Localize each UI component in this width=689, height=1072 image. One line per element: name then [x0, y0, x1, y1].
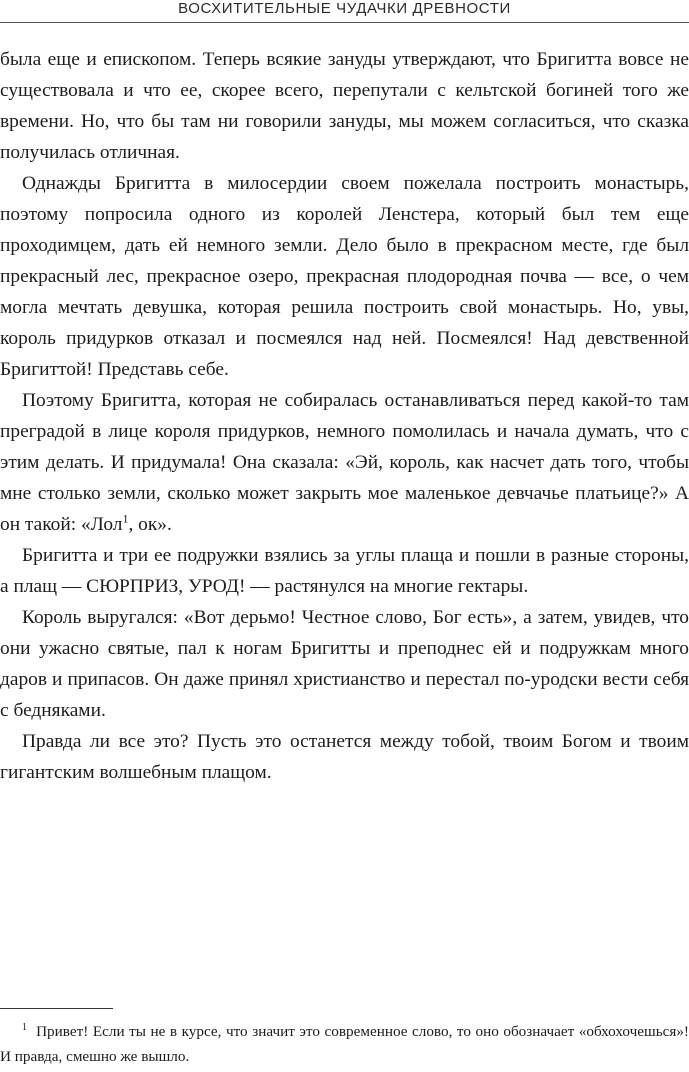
paragraph-text-after-ref: , ок». [128, 514, 172, 535]
body-text [0, 44, 689, 788]
paragraph-monastery-request: Однажды Бригитта в милосердии своем пожелала построить монастырь, поэтому попросила одного из королей Ленстера, который был тем еще проходимцем, дать ей немного земли. Дело было в прекрасном месте, где был прекрасный лес, прекрасное озеро, прекрасная плодородная почва — все, о чем могла мечтать девушка, которая решила построить свой монастырь. Но, увы, король придурков отказал и посмеялся над ней. Посмеялся! Над девственной Бригиттой! Представь себе. [0, 173, 689, 380]
paragraph-conclusion: Правда ли все это? Пусть это останется между тобой, твоим Богом и твоим гигантским волшебным плащом. [0, 731, 689, 783]
paragraph-continued: была еще и епископом. Теперь всякие зануды утверждают, что Бригитта вовсе не существовала и что ее, скорее всего, перепутали с кельтской богиней того же времени. Но, что бы там ни говорили зануды, мы можем согласиться, что сказка получилась отличная. [0, 49, 689, 163]
footnote [0, 1019, 689, 1069]
footnote-text: Привет! Если ты не в курсе, что значит это современное слово, то оно обозначает «обхохочешься»! И правда, смешно же вышло. [0, 1023, 689, 1065]
footnote-rule [0, 1008, 113, 1009]
running-head: ВОСХИТИТЕЛЬНЫЕ ЧУДАЧКИ ДРЕВНОСТИ [178, 0, 511, 17]
footnote-reference[interactable]: 1 [122, 511, 129, 526]
paragraph-text-before-ref: Поэтому Бригитта, которая не собиралась останавливаться перед какой-то там преградой в лице короля придурков, немного помолилась и начала думать, что с этим делать. И придумала! Она сказала: «Эй, король, как насчет дать того, чтобы мне столько земли, сколько может закрыть мое маленькое девчачье платьице?» А он такой: «Лол [0, 390, 689, 535]
paragraph-cloak-stretch: Бригитта и три ее подружки взялись за углы плаща и пошли в разные стороны, а плащ — СЮРПРИЗ, УРОД! — растянулся на многие гектары. [0, 545, 689, 597]
paragraph-king-reaction: Король выругался: «Вот дерьмо! Честное слово, Бог есть», а затем, увидев, что они ужасно святые, пал к ногам Бригитты и преподнес ей и подружкам много даров и припасов. Он даже принял христианство и перестал по-уродски вести себя с бедняками. [0, 607, 689, 721]
footnote-marker: 1 [22, 1021, 27, 1033]
paragraph-cloak-bargain [0, 385, 689, 540]
header-rule [0, 22, 689, 23]
